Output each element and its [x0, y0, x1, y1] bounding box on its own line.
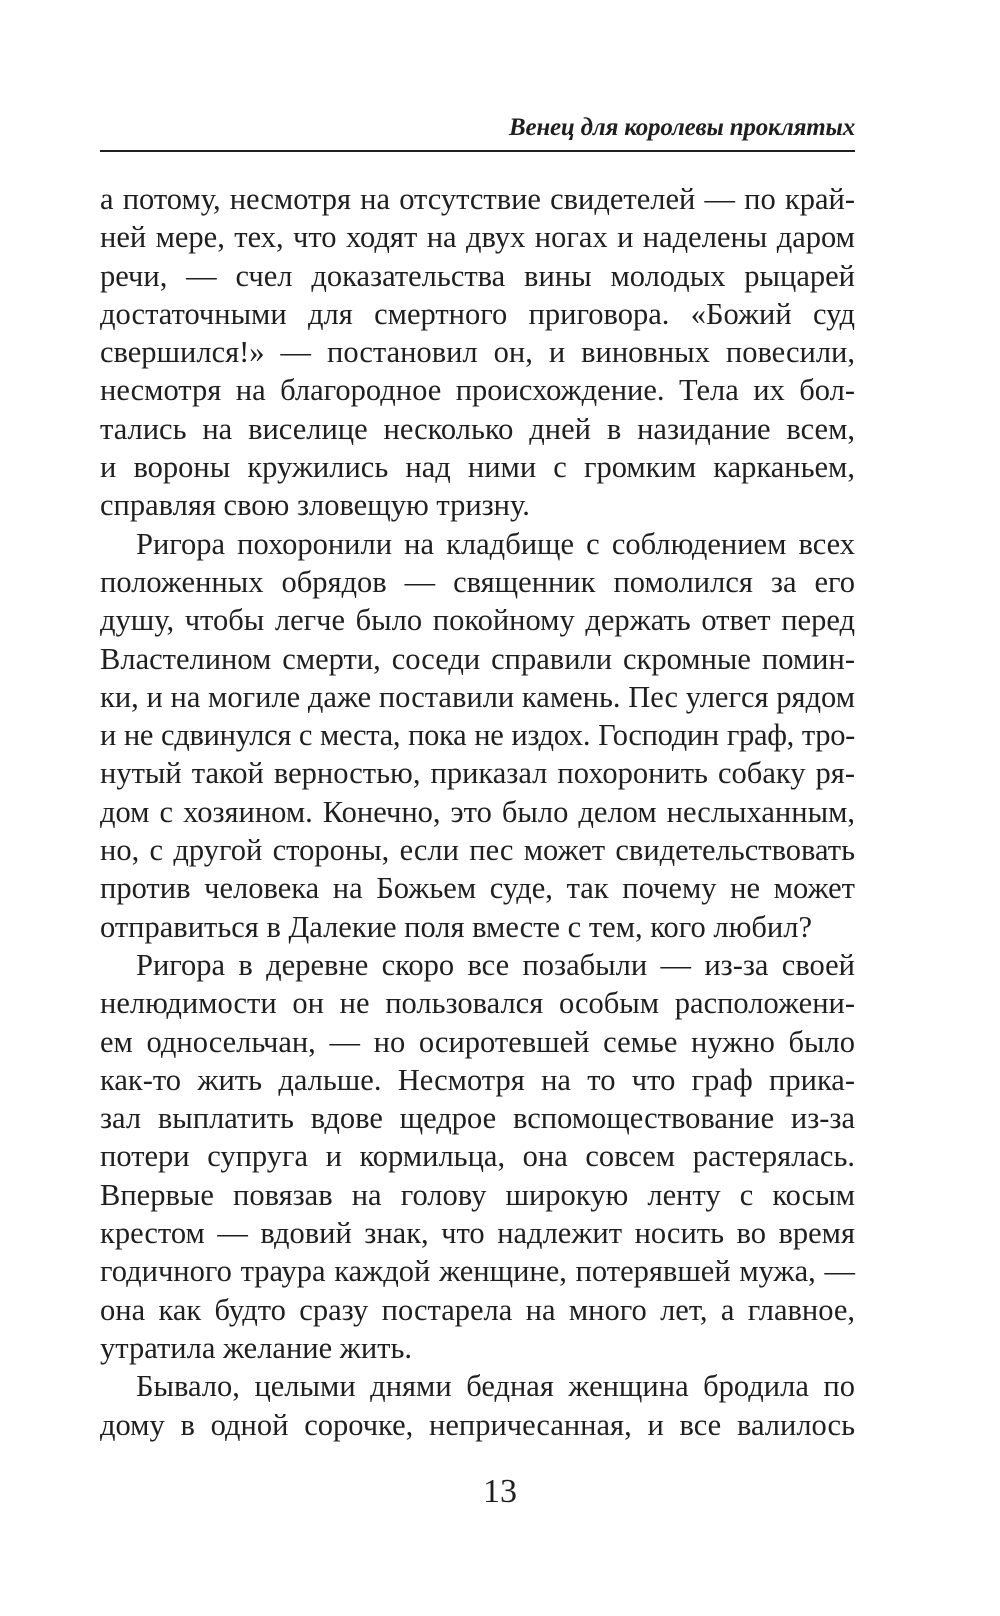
text-line: Ригора в деревне скоро все позабыли — из-за своей — [136, 947, 855, 982]
text-line: душу, чтобы легче было покойному держать ответ перед — [100, 603, 855, 638]
text-line: Ригора похоронили на кладбище с соблюдением всех — [136, 526, 855, 561]
header-rule — [100, 150, 855, 152]
text-line: положенных обрядов — священник помолился за его — [100, 564, 855, 599]
text-line: крестом — вдовий знак, что надлежит носить во время — [100, 1216, 855, 1251]
text-line: Властелином смерти, соседи справили скромные помин- — [100, 641, 855, 676]
text-line: справляя свою зловещую тризну. — [100, 488, 530, 523]
text-line: Впервые повязав на голову широкую ленту с косым — [100, 1177, 855, 1212]
text-line: ем односельчан, — но осиротевшей семье нужно было — [100, 1024, 855, 1059]
text-line: как-то жить дальше. Несмотря на то что граф прика- — [100, 1062, 855, 1097]
text-line: зал выплатить вдове щедрое вспомоществование из-за — [100, 1101, 855, 1136]
text-line: свершился!» — постановил он, и виновных повесили, — [100, 335, 855, 370]
text-line: дому в одной сорочке, непричесанная, и все валилось — [100, 1407, 855, 1442]
text-line: достаточными для смертного приговора. «Божий суд — [100, 296, 855, 331]
text-line: годичного траура каждой женщине, потерявшей мужа, — — [100, 1254, 855, 1289]
text-line: речи, — счел доказательства вины молодых рыцарей — [100, 258, 855, 293]
text-line: отправиться в Далекие поля вместе с тем, кого любил? — [100, 909, 813, 944]
page-number: 13 — [483, 1473, 517, 1510]
text-line: против человека на Божьем суде, так почему не может — [100, 871, 855, 906]
text-line: потери супруга и кормильца, она совсем растерялась. — [100, 1139, 855, 1174]
text-line: но, с другой стороны, если пес может свидетельствовать — [100, 833, 855, 868]
running-head: Венец для королевы проклятых — [508, 114, 855, 141]
text-line: тались на виселице несколько дней в назидание всем, — [100, 411, 855, 446]
text-line: а потому, несмотря на отсутствие свидетелей — по край- — [100, 182, 855, 216]
text-line: несмотря на благородное происхождение. Тела их бол- — [100, 373, 855, 408]
text-line: она как будто сразу постарела на много лет, а главное, — [100, 1292, 855, 1327]
text-line: и вороны кружились над ними с громким карканьем, — [100, 450, 855, 485]
body-text — [100, 180, 855, 1444]
text-line: ки, и на могиле даже поставили камень. Пес улегся рядом — [100, 679, 855, 714]
text-line: утратила желание жить. — [100, 1330, 413, 1365]
text-line: и не сдвинулся с места, пока не издох. Господин граф, тро- — [100, 718, 855, 753]
text-line: ней мере, тех, что ходят на двух ногах и наделены даром — [100, 220, 855, 255]
text-line: нелюдимости он не пользовался особым расположени- — [100, 986, 855, 1021]
text-line: Бывало, целыми днями бедная женщина бродила по — [136, 1369, 855, 1404]
text-line: дом с хозяином. Конечно, это было делом неслыханным, — [100, 794, 855, 829]
text-line: нутый такой верностью, приказал похоронить собаку ря- — [100, 756, 855, 791]
